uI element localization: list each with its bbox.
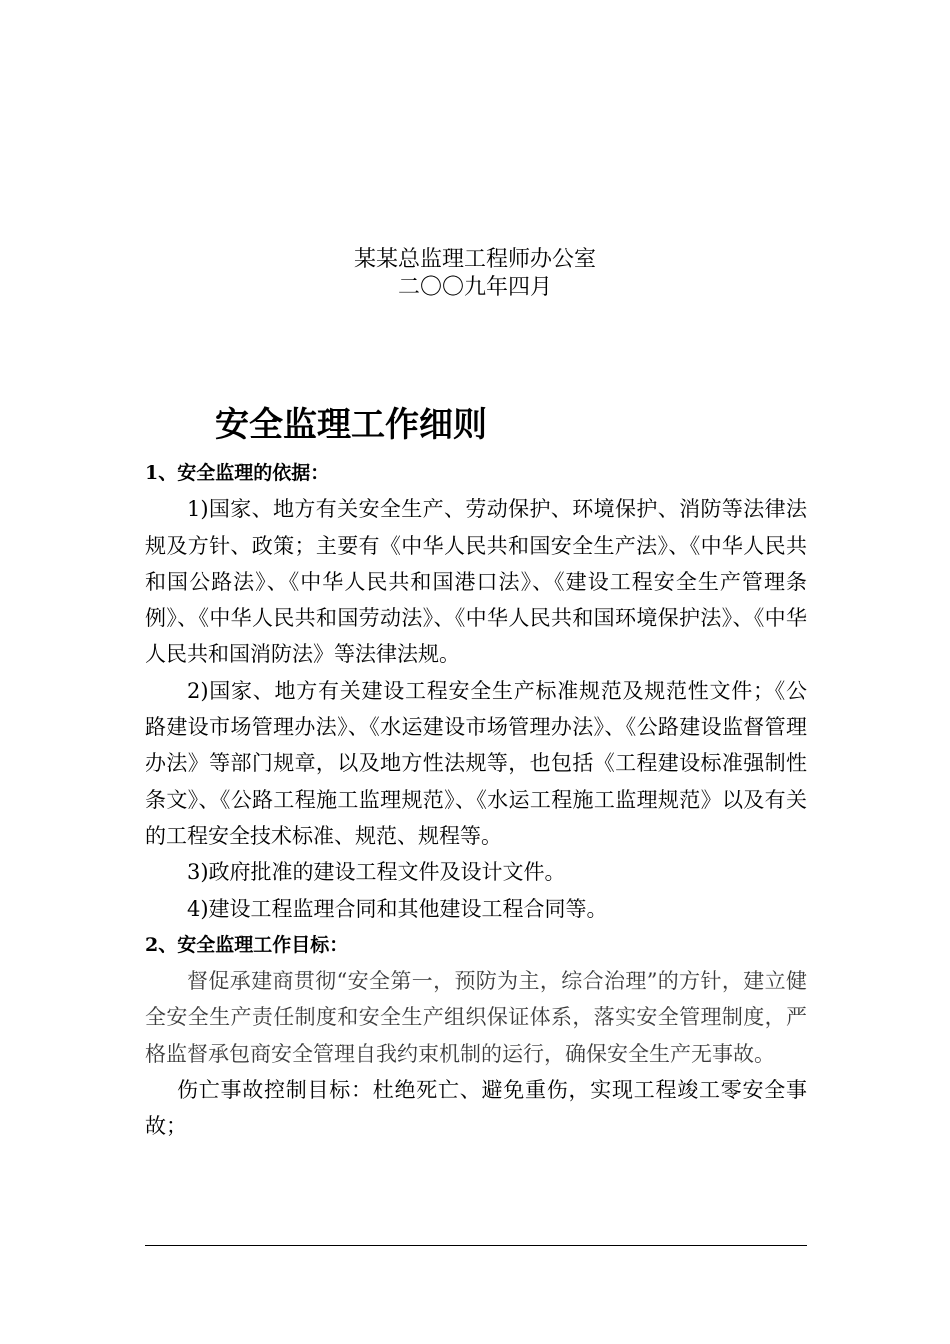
section-2-paragraph: 督促承建商贯彻“安全第一，预防为主，综合治理”的方针，建立健全安全生产责任制度和安全生产组织保证体系，落实安全管理制度，严格监督承包商安全管理自我约束机制的运行，确保安全生产无事故。 — [145, 969, 807, 1066]
document-body — [145, 455, 807, 1145]
office-name: 某某总监理工程师办公室 — [353, 247, 596, 272]
office-header — [0, 246, 950, 302]
section-1-heading: 1、安全监理的依据： — [145, 462, 330, 484]
section-1-paragraph: 3)政府批准的建设工程文件及设计文件。 — [187, 860, 566, 885]
section-2-paragraph: 伤亡事故控制目标：杜绝死亡、避免重伤，实现工程竣工零安全事故； — [145, 1078, 807, 1139]
section-1-paragraph: 2)国家、地方有关建设工程安全生产标准规范及规范性文件；《公路建设市场管理办法》、《水运建设市场管理办法》、《公路建设监督管理办法》等部门规章，以及地方性法规等，也包括《工程建设标准强制性条文》、《公路工程施工监理规范》、《水运工程施工监理规范》以及有关的工程安全技术标准、规范、规程等。 — [145, 678, 807, 848]
issue-date: 二〇〇九年四月 — [397, 275, 552, 300]
section-1-paragraph: 1)国家、地方有关安全生产、劳动保护、环境保护、消防等法律法规及方针、政策；主要有《中华人民共和国安全生产法》、《中华人民共和国公路法》、《中华人民共和国港口法》、《建设工程安全生产管理条例》、《中华人民共和国劳动法》、《中华人民共和国环境保护法》、《中华人民共和国消防法》等法律法规。 — [145, 497, 807, 667]
section-2-heading: 2、安全监理工作目标： — [145, 933, 349, 956]
footer-rule — [145, 1245, 807, 1246]
section-1-paragraph: 4)建设工程监理合同和其他建设工程合同等。 — [187, 896, 608, 921]
document-title: 安全监理工作细则 — [215, 405, 487, 445]
